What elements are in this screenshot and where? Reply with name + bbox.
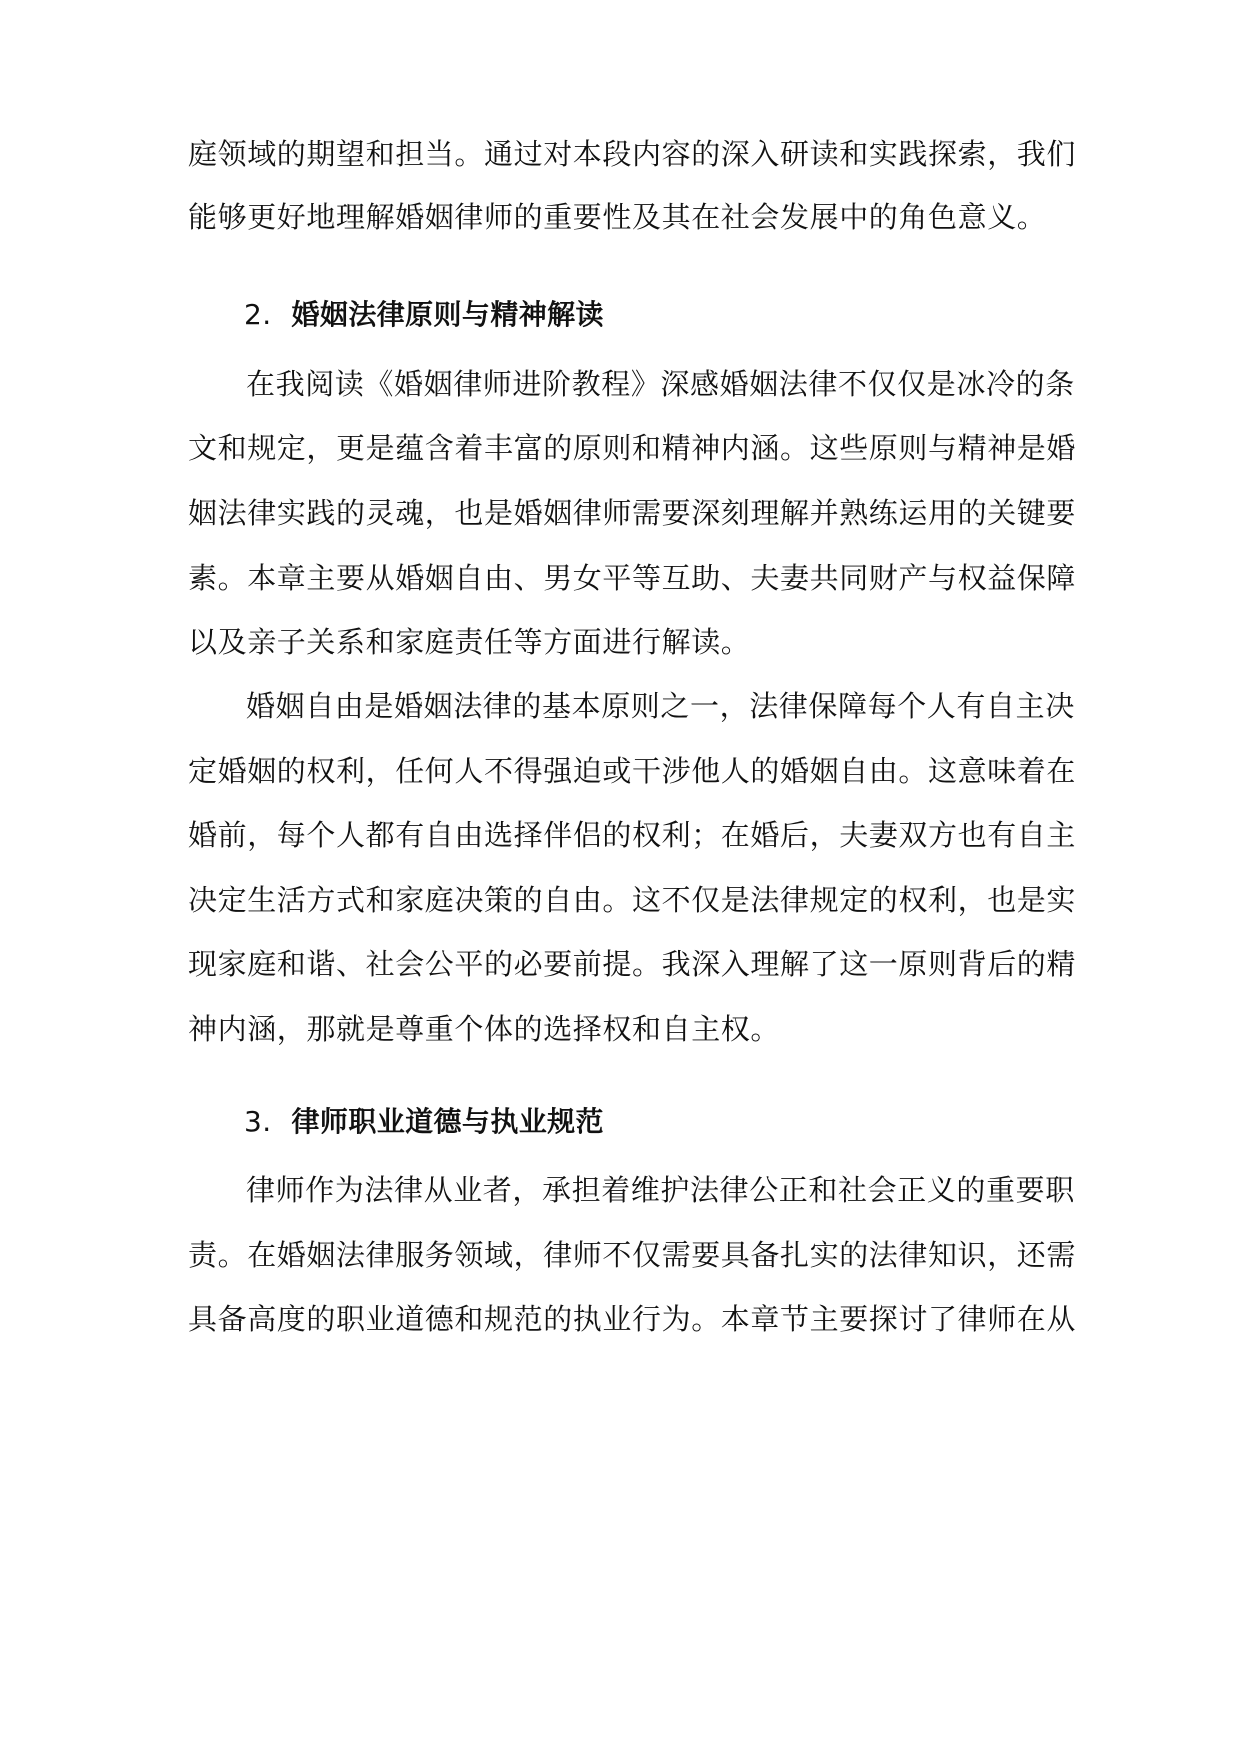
section-heading-3 bbox=[244, 1104, 1241, 1140]
section-number: 3. bbox=[244, 1105, 272, 1138]
section-title: 婚姻法律原则与精神解读 bbox=[291, 298, 604, 331]
body-line: 现家庭和谐、社会公平的必要前提。我深入理解了这一原则背后的精 bbox=[188, 947, 1077, 981]
body-line: 责。在婚姻法律服务领域，律师不仅需要具备扎实的法律知识，还需 bbox=[188, 1238, 1077, 1272]
body-line: 文和规定，更是蕴含着丰富的原则和精神内涵。这些原则与精神是婚 bbox=[188, 431, 1077, 465]
body-line: 定婚姻的权利，任何人不得强迫或干涉他人的婚姻自由。这意味着在 bbox=[188, 754, 1077, 788]
body-line: 神内涵，那就是尊重个体的选择权和自主权。 bbox=[188, 1012, 781, 1046]
body-line: 婚姻自由是婚姻法律的基本原则之一，法律保障每个人有自主决 bbox=[246, 689, 1075, 723]
body-line: 具备高度的职业道德和规范的执业行为。本章节主要探讨了律师在从 bbox=[188, 1302, 1077, 1336]
body-line: 在我阅读《婚姻律师进阶教程》深感婚姻法律不仅仅是冰冷的条 bbox=[246, 367, 1075, 401]
body-line: 婚前，每个人都有自由选择伴侣的权利；在婚后，夫妻双方也有自主 bbox=[188, 818, 1077, 852]
body-line: 姻法律实践的灵魂，也是婚姻律师需要深刻理解并熟练运用的关键要 bbox=[188, 496, 1077, 530]
section-heading-2 bbox=[244, 297, 1241, 333]
section-title: 律师职业道德与执业规范 bbox=[291, 1105, 604, 1138]
body-line: 律师作为法律从业者，承担着维护法律公正和社会正义的重要职 bbox=[246, 1173, 1075, 1207]
body-line: 庭领域的期望和担当。通过对本段内容的深入研读和实践探索，我们 bbox=[188, 137, 1077, 171]
body-line: 决定生活方式和家庭决策的自由。这不仅是法律规定的权利，也是实 bbox=[188, 883, 1077, 917]
body-line: 以及亲子关系和家庭责任等方面进行解读。 bbox=[188, 625, 751, 659]
body-line: 素。本章主要从婚姻自由、男女平等互助、夫妻共同财产与权益保障 bbox=[188, 561, 1077, 595]
section-number: 2. bbox=[244, 298, 272, 331]
body-line: 能够更好地理解婚姻律师的重要性及其在社会发展中的角色意义。 bbox=[188, 200, 1047, 234]
